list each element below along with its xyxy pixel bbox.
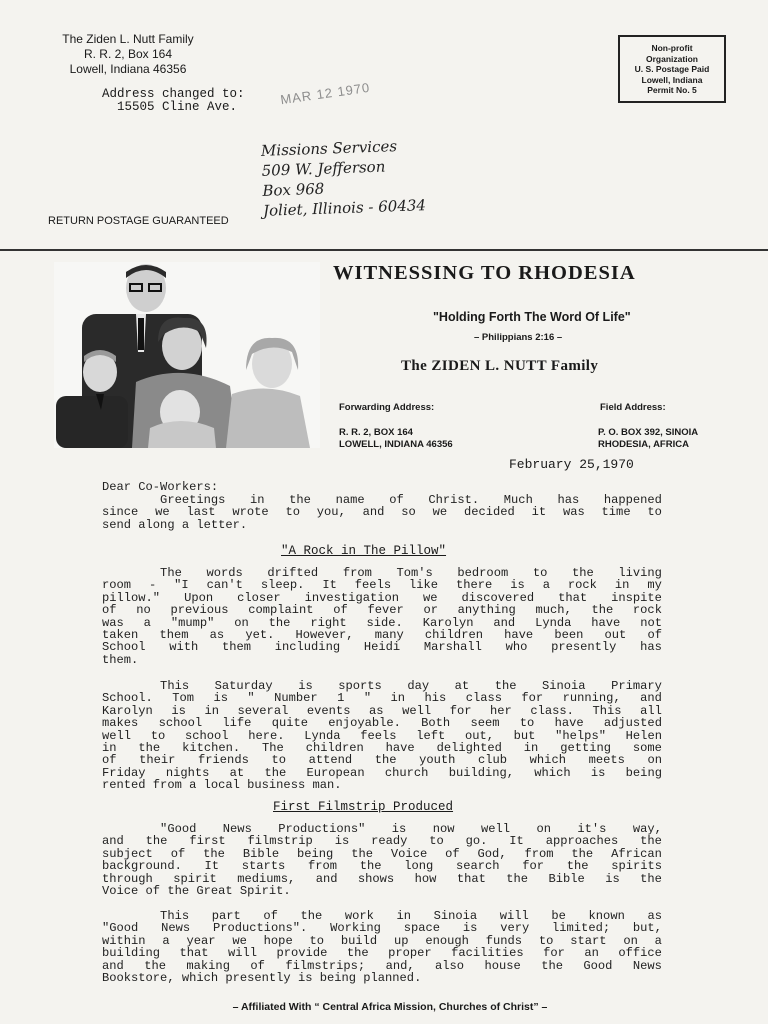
field-address-line: RHODESIA, AFRICA bbox=[598, 438, 689, 450]
address-changed-line: Address changed to: bbox=[102, 87, 245, 101]
paragraph-line: send along a letter. bbox=[102, 517, 248, 532]
salutation: Dear Co-Workers: bbox=[102, 480, 219, 494]
family-name: The ZIDEN L. NUTT Family bbox=[401, 358, 599, 374]
paragraph-line: School. Tom is " Number 1 " in his class for running, and bbox=[102, 691, 662, 706]
affiliation-footer: – Affiliated With “ Central Africa Mission, Churches of Christ” – bbox=[232, 1001, 548, 1013]
paragraph-line: building that will provide the proper facilities for an office bbox=[102, 946, 662, 961]
paragraph-line: background. It starts from the long search for the spirits bbox=[102, 859, 662, 874]
address-changed-note bbox=[102, 88, 245, 114]
paragraph-line: since we last wrote to you, and so we decided it was time to bbox=[102, 505, 662, 520]
permit-line: Non-profit bbox=[651, 43, 693, 53]
paragraph-line: of their friends to attend the youth club which meets on bbox=[102, 753, 662, 768]
paragraph-work-in-sinoia bbox=[102, 910, 662, 984]
recipient-line: Box 968 bbox=[262, 179, 325, 200]
paragraph-line: "Good News Productions". Working space is very limited; but, bbox=[102, 921, 662, 936]
paragraph-line: of no previous complaint of fever or anything much, the rock bbox=[102, 603, 662, 618]
received-date-stamp: MAR 12 1970 bbox=[279, 79, 372, 108]
paragraph-line: makes school life quite enjoyable. Both seem to have adjusted bbox=[102, 716, 662, 731]
letterhead-motto: "Holding Forth The Word Of Life" bbox=[433, 310, 631, 324]
permit-line: Lowell, Indiana bbox=[641, 74, 703, 85]
paragraph-line: This part of the work in Sinoia will be known as bbox=[102, 909, 662, 923]
letterhead-title: WITNESSING TO RHODESIA bbox=[333, 262, 636, 284]
handwritten-recipient-address bbox=[261, 135, 427, 221]
section-heading-first-filmstrip: First Filmstrip Produced bbox=[273, 800, 454, 814]
forwarding-address-line: LOWELL, INDIANA 46356 bbox=[339, 438, 453, 450]
forwarding-address bbox=[339, 427, 453, 450]
forwarding-address-label: Forwarding Address: bbox=[339, 402, 435, 413]
address-changed-line: 15505 Cline Ave. bbox=[102, 100, 238, 114]
paragraph-line: room - "I can't sleep. It feels like there is a rock in my bbox=[102, 578, 662, 593]
paragraph-line: This Saturday is sports day at the Sinoia Primary bbox=[102, 679, 662, 693]
paragraph-line: them. bbox=[102, 652, 139, 667]
section-heading-rock-in-pillow: "A Rock in The Pillow" bbox=[281, 544, 447, 558]
field-address-label: Field Address: bbox=[600, 402, 666, 413]
paragraph-good-news-productions bbox=[102, 823, 662, 897]
return-address-line: The Ziden L. Nutt Family bbox=[62, 32, 194, 46]
fold-divider bbox=[0, 249, 768, 251]
permit-line: U. S. Postage Paid bbox=[634, 64, 710, 75]
paragraph-line: Bookstore, which presently is being planned. bbox=[102, 971, 422, 986]
paragraph-line: rented from a local business man. bbox=[102, 778, 342, 793]
paragraph-line: Karolyn is in several events as well for her class. This all bbox=[102, 703, 662, 718]
paragraph-line: through spirit mediums, and shows how that the Bible is the bbox=[102, 871, 662, 886]
paragraph-line: subject of the Bible being the Voice of God, from the African bbox=[102, 846, 662, 861]
paragraph-line: taken them as yet. However, many children have been out of bbox=[102, 628, 662, 643]
paragraph-rock-in-pillow bbox=[102, 567, 662, 666]
return-address bbox=[48, 32, 208, 77]
family-photo-illustration bbox=[54, 262, 320, 448]
permit-line: Organization bbox=[646, 53, 698, 64]
permit-line: Permit No. 5 bbox=[647, 85, 697, 96]
return-address-line: R. R. 2, Box 164 bbox=[83, 47, 173, 61]
paragraph-line: was a "mump" on the right side. Karolyn and Lynda have not bbox=[102, 615, 662, 630]
paragraph-line: within a year we hope to build up enough funds to start on a bbox=[102, 933, 662, 948]
paragraph-line: Greetings in the name of Christ. Much has happened bbox=[102, 493, 662, 507]
field-address-line: P. O. BOX 392, SINOIA bbox=[598, 427, 699, 438]
family-photo bbox=[54, 262, 320, 448]
paragraph-line: well to school here. Lynda feels left out, but "helps" Helen bbox=[102, 728, 662, 743]
paragraph-line: "Good News Productions" is now well on it's way, bbox=[102, 822, 662, 836]
recipient-line: Missions Services bbox=[260, 137, 398, 160]
postage-permit-box bbox=[618, 35, 726, 103]
recipient-line: 509 W. Jefferson bbox=[261, 157, 386, 180]
return-postage-note: RETURN POSTAGE GUARANTEED bbox=[48, 215, 229, 227]
paragraph-line: pillow." Upon closer investigation we discovered that inspite bbox=[102, 590, 662, 605]
field-address bbox=[598, 427, 698, 450]
recipient-line: Joliet, Illinois - 60434 bbox=[262, 196, 427, 220]
forwarding-address-line: R. R. 2, BOX 164 bbox=[339, 427, 413, 438]
return-address-line: Lowell, Indiana 46356 bbox=[69, 62, 187, 76]
paragraph-line: School with them including Heidi Marshall who presently has bbox=[102, 640, 662, 655]
paragraph-line: The words drifted from Tom's bedroom to the living bbox=[102, 566, 662, 580]
letter-date: February 25,1970 bbox=[509, 457, 634, 472]
paragraph-line: in the kitchen. The children have delighted in getting some bbox=[102, 741, 662, 756]
paragraph-line: Voice of the Great Spirit. bbox=[102, 884, 291, 899]
paragraph-line: and the making of filmstrips; and, also house the Good News bbox=[102, 958, 662, 973]
scripture-reference: – Philippians 2:16 – bbox=[474, 332, 563, 343]
paragraph-greeting bbox=[102, 494, 662, 531]
paragraph-line: and the first filmstrip is ready to go. It approaches the bbox=[102, 834, 662, 849]
paragraph-sports-day bbox=[102, 680, 662, 792]
paragraph-line: Friday nights at the European church building, which is being bbox=[102, 765, 662, 780]
